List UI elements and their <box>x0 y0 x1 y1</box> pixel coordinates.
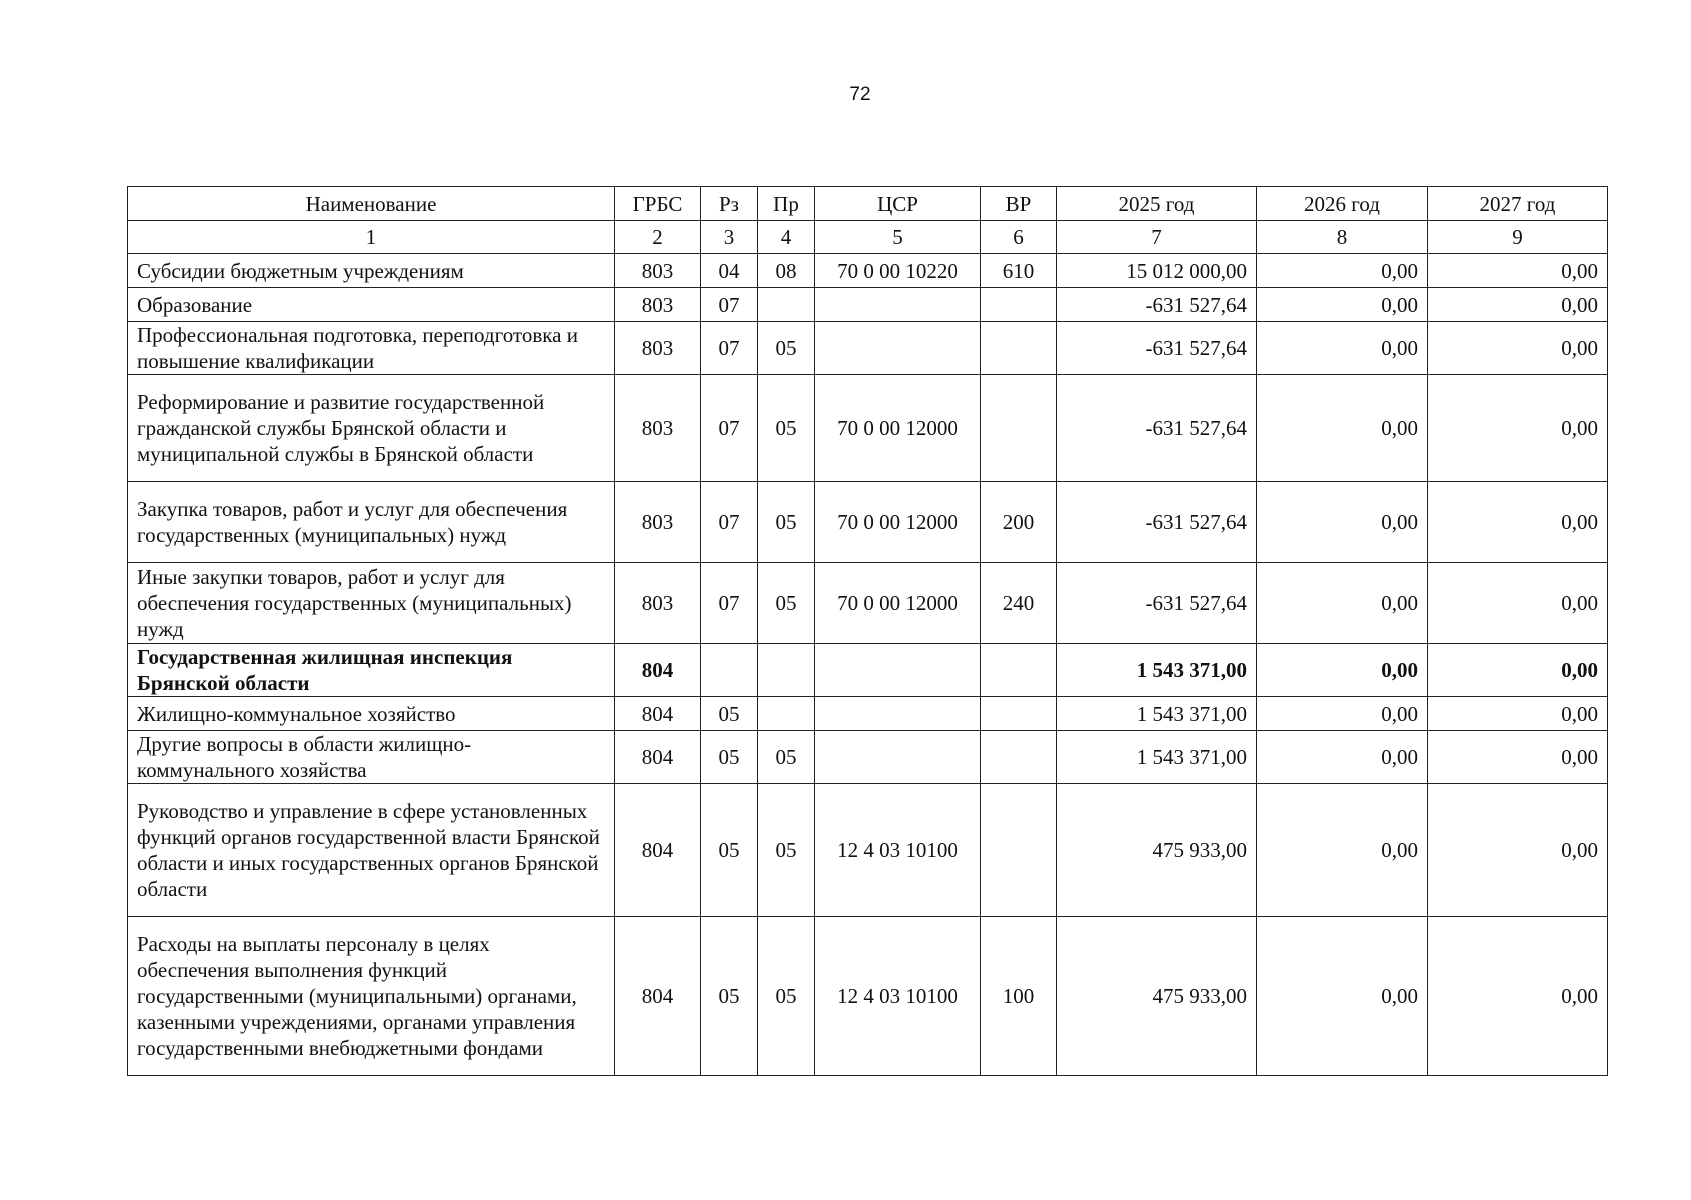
cell-2026: 0,00 <box>1257 288 1428 322</box>
header-2026: 2026 год <box>1257 187 1428 221</box>
cell-2027: 0,00 <box>1428 644 1608 697</box>
cell-rz: 05 <box>701 731 758 784</box>
cell-rz: 05 <box>701 784 758 917</box>
cell-2026: 0,00 <box>1257 731 1428 784</box>
cell-vr <box>981 288 1057 322</box>
cell-pr: 05 <box>758 375 815 482</box>
cell-grbs: 803 <box>615 375 701 482</box>
cell-vr: 100 <box>981 917 1057 1076</box>
cell-2025: 1 543 371,00 <box>1057 731 1257 784</box>
budget-table <box>127 186 1608 1076</box>
cell-vr <box>981 644 1057 697</box>
cell-grbs: 804 <box>615 731 701 784</box>
cell-grbs: 803 <box>615 288 701 322</box>
cell-pr: 05 <box>758 784 815 917</box>
cell-pr: 05 <box>758 563 815 644</box>
cell-rz: 07 <box>701 375 758 482</box>
header-2025: 2025 год <box>1057 187 1257 221</box>
cell-rz: 04 <box>701 254 758 288</box>
cell-pr <box>758 644 815 697</box>
cell-pr: 05 <box>758 322 815 375</box>
cell-rz: 07 <box>701 563 758 644</box>
table-row <box>128 784 1608 917</box>
cell-name: Жилищно-коммунальное хозяйство <box>128 697 615 731</box>
cell-grbs: 803 <box>615 563 701 644</box>
cell-pr: 05 <box>758 482 815 563</box>
header-csr: ЦСР <box>815 187 981 221</box>
cell-2027: 0,00 <box>1428 482 1608 563</box>
cell-vr <box>981 784 1057 917</box>
cell-2027: 0,00 <box>1428 697 1608 731</box>
cell-2025: -631 527,64 <box>1057 322 1257 375</box>
column-index-row <box>128 221 1608 254</box>
cell-rz: 05 <box>701 917 758 1076</box>
cell-2025: 475 933,00 <box>1057 784 1257 917</box>
cell-2025: 15 012 000,00 <box>1057 254 1257 288</box>
cell-grbs: 804 <box>615 697 701 731</box>
cell-2025: -631 527,64 <box>1057 375 1257 482</box>
table-row <box>128 375 1608 482</box>
cell-2026: 0,00 <box>1257 482 1428 563</box>
column-index: 5 <box>815 221 981 254</box>
cell-2027: 0,00 <box>1428 288 1608 322</box>
cell-2027: 0,00 <box>1428 784 1608 917</box>
cell-vr <box>981 322 1057 375</box>
cell-pr: 05 <box>758 731 815 784</box>
cell-name: Профессиональная подготовка, переподготовка и повышение квалификации <box>128 322 615 375</box>
cell-name: Иные закупки товаров, работ и услуг для обеспечения государственных (муниципальных) нужд <box>128 563 615 644</box>
cell-name: Реформирование и развитие государственной гражданской службы Брянской области и муниципальной службы в Брянской области <box>128 375 615 482</box>
cell-2027: 0,00 <box>1428 375 1608 482</box>
cell-2026: 0,00 <box>1257 322 1428 375</box>
cell-csr: 12 4 03 10100 <box>815 784 981 917</box>
cell-csr: 70 0 00 12000 <box>815 375 981 482</box>
cell-name: Руководство и управление в сфере установленных функций органов государственной власти Брянской области и иных государственных органов Брянской области <box>128 784 615 917</box>
cell-vr <box>981 375 1057 482</box>
column-index: 2 <box>615 221 701 254</box>
column-index: 1 <box>128 221 615 254</box>
cell-csr <box>815 697 981 731</box>
cell-csr <box>815 731 981 784</box>
cell-rz: 07 <box>701 288 758 322</box>
cell-2027: 0,00 <box>1428 254 1608 288</box>
cell-name: Другие вопросы в области жилищно-коммунального хозяйства <box>128 731 615 784</box>
table-row <box>128 482 1608 563</box>
column-index: 4 <box>758 221 815 254</box>
header-name: Наименование <box>128 187 615 221</box>
table-row <box>128 917 1608 1076</box>
table-row <box>128 254 1608 288</box>
cell-vr: 200 <box>981 482 1057 563</box>
cell-2025: 1 543 371,00 <box>1057 697 1257 731</box>
cell-rz: 07 <box>701 322 758 375</box>
cell-2026: 0,00 <box>1257 784 1428 917</box>
header-pr: Пр <box>758 187 815 221</box>
cell-csr <box>815 322 981 375</box>
cell-2025: -631 527,64 <box>1057 288 1257 322</box>
table-row <box>128 731 1608 784</box>
cell-2025: -631 527,64 <box>1057 563 1257 644</box>
cell-2026: 0,00 <box>1257 254 1428 288</box>
cell-pr <box>758 288 815 322</box>
table-row <box>128 644 1608 697</box>
cell-grbs: 804 <box>615 784 701 917</box>
cell-csr: 70 0 00 12000 <box>815 482 981 563</box>
cell-grbs: 803 <box>615 254 701 288</box>
page-number: 72 <box>849 84 871 105</box>
header-row <box>128 187 1608 221</box>
table-row <box>128 697 1608 731</box>
cell-2026: 0,00 <box>1257 563 1428 644</box>
cell-2027: 0,00 <box>1428 731 1608 784</box>
cell-vr: 240 <box>981 563 1057 644</box>
cell-name: Субсидии бюджетным учреждениям <box>128 254 615 288</box>
cell-2026: 0,00 <box>1257 644 1428 697</box>
cell-2027: 0,00 <box>1428 322 1608 375</box>
cell-rz <box>701 644 758 697</box>
cell-pr: 05 <box>758 917 815 1076</box>
cell-vr <box>981 731 1057 784</box>
column-index: 9 <box>1428 221 1608 254</box>
cell-rz: 05 <box>701 697 758 731</box>
cell-csr: 12 4 03 10100 <box>815 917 981 1076</box>
cell-2026: 0,00 <box>1257 375 1428 482</box>
column-index: 8 <box>1257 221 1428 254</box>
table-row <box>128 322 1608 375</box>
cell-2027: 0,00 <box>1428 563 1608 644</box>
cell-2025: -631 527,64 <box>1057 482 1257 563</box>
column-index: 6 <box>981 221 1057 254</box>
cell-vr: 610 <box>981 254 1057 288</box>
cell-grbs: 804 <box>615 644 701 697</box>
cell-csr <box>815 288 981 322</box>
cell-grbs: 803 <box>615 322 701 375</box>
header-2027: 2027 год <box>1428 187 1608 221</box>
cell-csr: 70 0 00 10220 <box>815 254 981 288</box>
cell-2027: 0,00 <box>1428 917 1608 1076</box>
cell-csr: 70 0 00 12000 <box>815 563 981 644</box>
cell-name: Расходы на выплаты персоналу в целях обеспечения выполнения функций государственными (муниципальными) органами, казенными учреждениями, органами управления государственными внебюджетными фондами <box>128 917 615 1076</box>
column-index: 7 <box>1057 221 1257 254</box>
cell-vr <box>981 697 1057 731</box>
cell-2025: 475 933,00 <box>1057 917 1257 1076</box>
header-vr: ВР <box>981 187 1057 221</box>
cell-rz: 07 <box>701 482 758 563</box>
cell-name: Образование <box>128 288 615 322</box>
cell-grbs: 803 <box>615 482 701 563</box>
cell-csr <box>815 644 981 697</box>
cell-2026: 0,00 <box>1257 697 1428 731</box>
cell-name: Закупка товаров, работ и услуг для обеспечения государственных (муниципальных) нужд <box>128 482 615 563</box>
cell-name: Государственная жилищная инспекция Брянской области <box>128 644 615 697</box>
cell-2025: 1 543 371,00 <box>1057 644 1257 697</box>
header-grbs: ГРБС <box>615 187 701 221</box>
cell-grbs: 804 <box>615 917 701 1076</box>
table-row <box>128 563 1608 644</box>
column-index: 3 <box>701 221 758 254</box>
cell-2026: 0,00 <box>1257 917 1428 1076</box>
cell-pr: 08 <box>758 254 815 288</box>
cell-pr <box>758 697 815 731</box>
table-row <box>128 288 1608 322</box>
header-rz: Рз <box>701 187 758 221</box>
